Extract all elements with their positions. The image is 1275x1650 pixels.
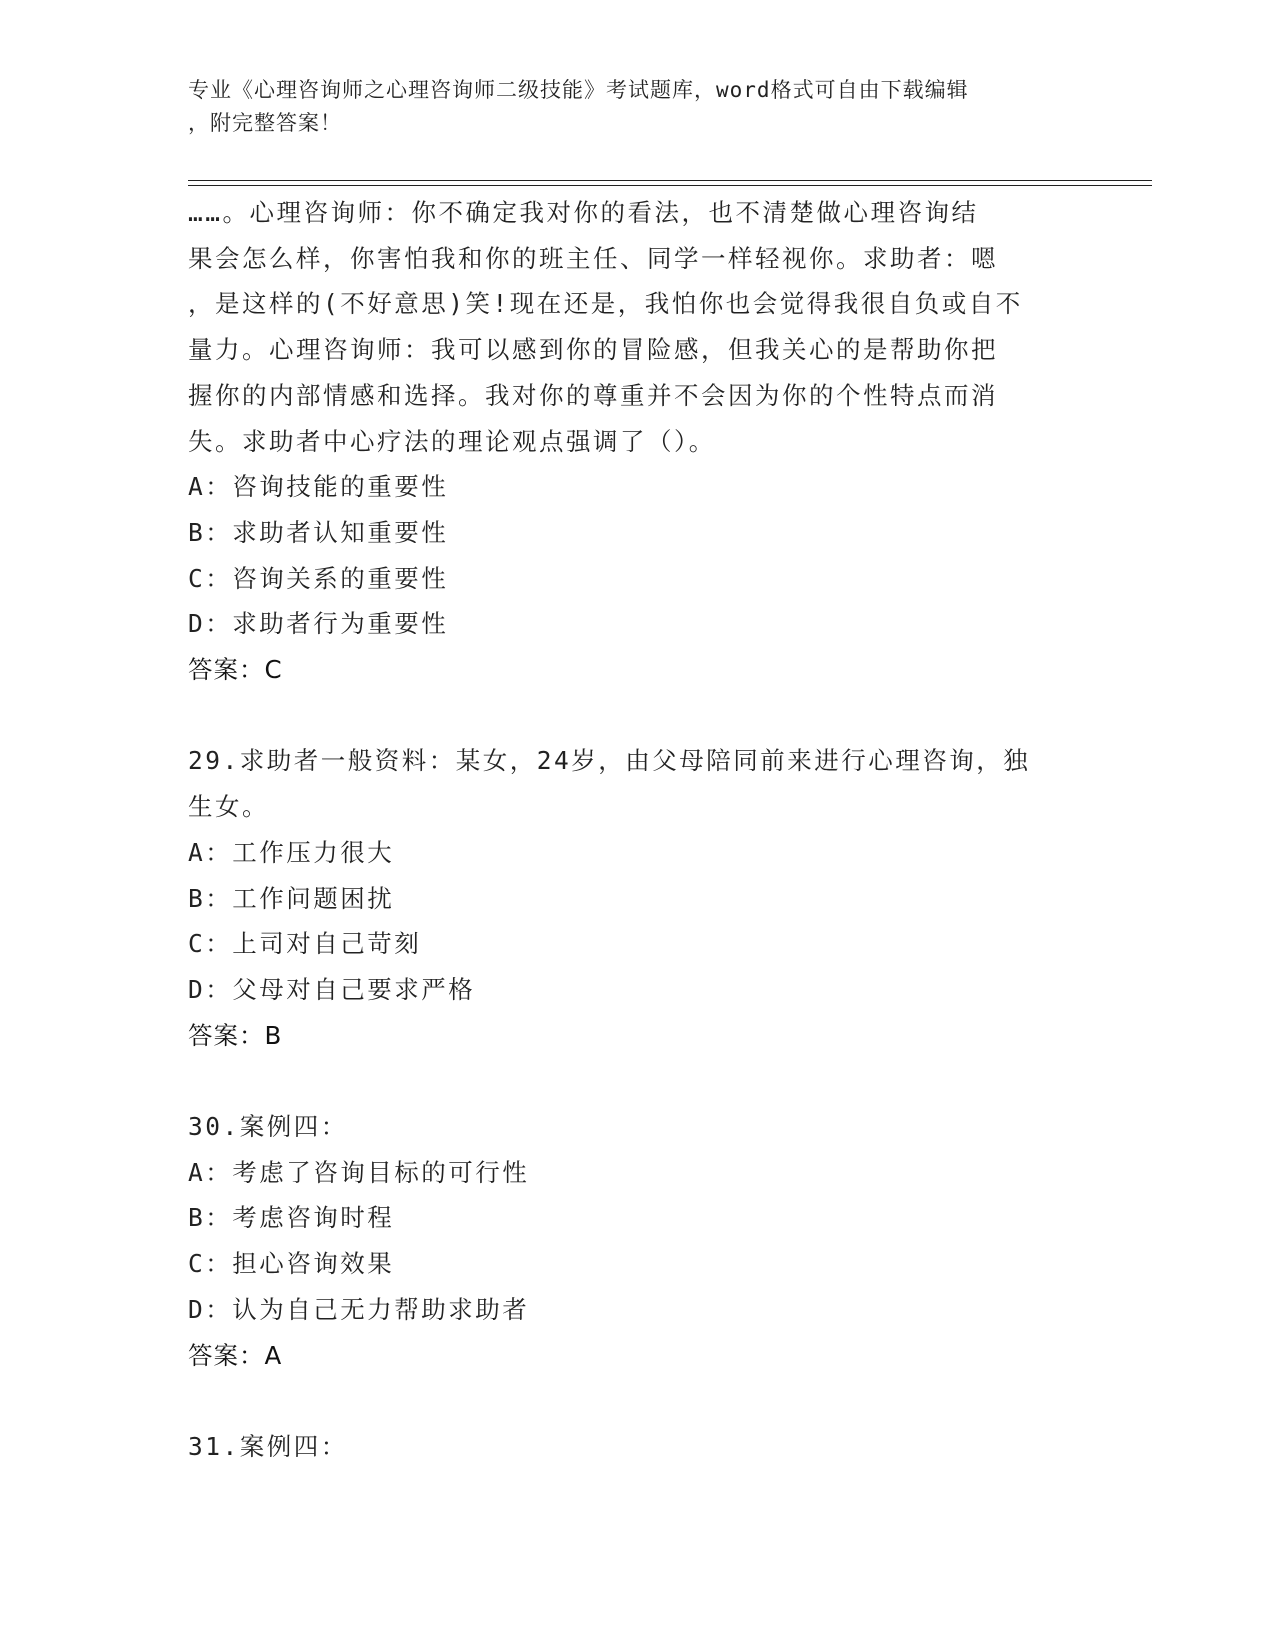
- question-stem: [188, 190, 1088, 464]
- question-stem: [188, 738, 1088, 829]
- option-c: C：咨询关系的重要性: [188, 563, 449, 593]
- option-c: C：上司对自己苛刻: [188, 929, 422, 959]
- spacer: [188, 693, 1088, 739]
- header-divider-bottom: [188, 185, 1152, 186]
- spacer: [188, 1378, 1088, 1424]
- header-divider-top: [188, 180, 1152, 181]
- answer-label: 答案：A: [188, 1340, 283, 1370]
- option-b: B：考虑咨询时程: [188, 1203, 395, 1233]
- answer-label: 答案：C: [188, 655, 283, 685]
- option-b: B：工作问题困扰: [188, 883, 395, 913]
- question-list: [188, 190, 1088, 1470]
- header-line-1: 专业《心理咨询师之心理咨询师二级技能》考试题库，word格式可自由下载编辑: [188, 78, 969, 102]
- question-28: [188, 190, 1088, 693]
- stem-line: 生女。: [188, 792, 269, 822]
- question-29: [188, 738, 1088, 1058]
- stem-line: 29.求助者一般资料：某女，24岁，由父母陪同前来进行心理咨询，独: [188, 746, 1031, 776]
- question-stem: [188, 1104, 1088, 1150]
- stem-line: 果会怎么样，你害怕我和你的班主任、同学一样轻视你。求助者：嗯: [188, 243, 998, 273]
- option-a: A：工作压力很大: [188, 837, 395, 867]
- stem-line: ……。心理咨询师：你不确定我对你的看法，也不清楚做心理咨询结: [188, 198, 979, 227]
- header-line-2: ，附完整答案！: [188, 111, 342, 135]
- stem-line: 量力。心理咨询师：我可以感到你的冒险感，但我关心的是帮助你把: [188, 335, 998, 365]
- option-c: C：担心咨询效果: [188, 1249, 395, 1279]
- question-stem: [188, 1424, 1088, 1470]
- stem-line: 31.案例四：: [188, 1431, 348, 1461]
- stem-line: ，是这样的(不好意思)笑!现在还是，我怕你也会觉得我很自负或自不: [188, 289, 1023, 319]
- question-31: [188, 1424, 1088, 1470]
- option-a: A：咨询技能的重要性: [188, 472, 449, 502]
- option-d: D：认为自己无力帮助求助者: [188, 1294, 530, 1324]
- option-d: D：求助者行为重要性: [188, 609, 449, 639]
- stem-line: 30.案例四：: [188, 1112, 348, 1142]
- stem-line: 握你的内部情感和选择。我对你的尊重并不会因为你的个性特点而消: [188, 380, 998, 410]
- spacer: [188, 1058, 1088, 1104]
- option-a: A：考虑了咨询目标的可行性: [188, 1157, 530, 1187]
- answer-label: 答案：B: [188, 1020, 283, 1050]
- stem-line: 失。求助者中心疗法的理论观点强调了（）。: [188, 426, 716, 456]
- question-30: [188, 1104, 1088, 1378]
- option-d: D：父母对自己要求严格: [188, 974, 476, 1004]
- document-header: [188, 74, 1088, 140]
- option-b: B：求助者认知重要性: [188, 517, 449, 547]
